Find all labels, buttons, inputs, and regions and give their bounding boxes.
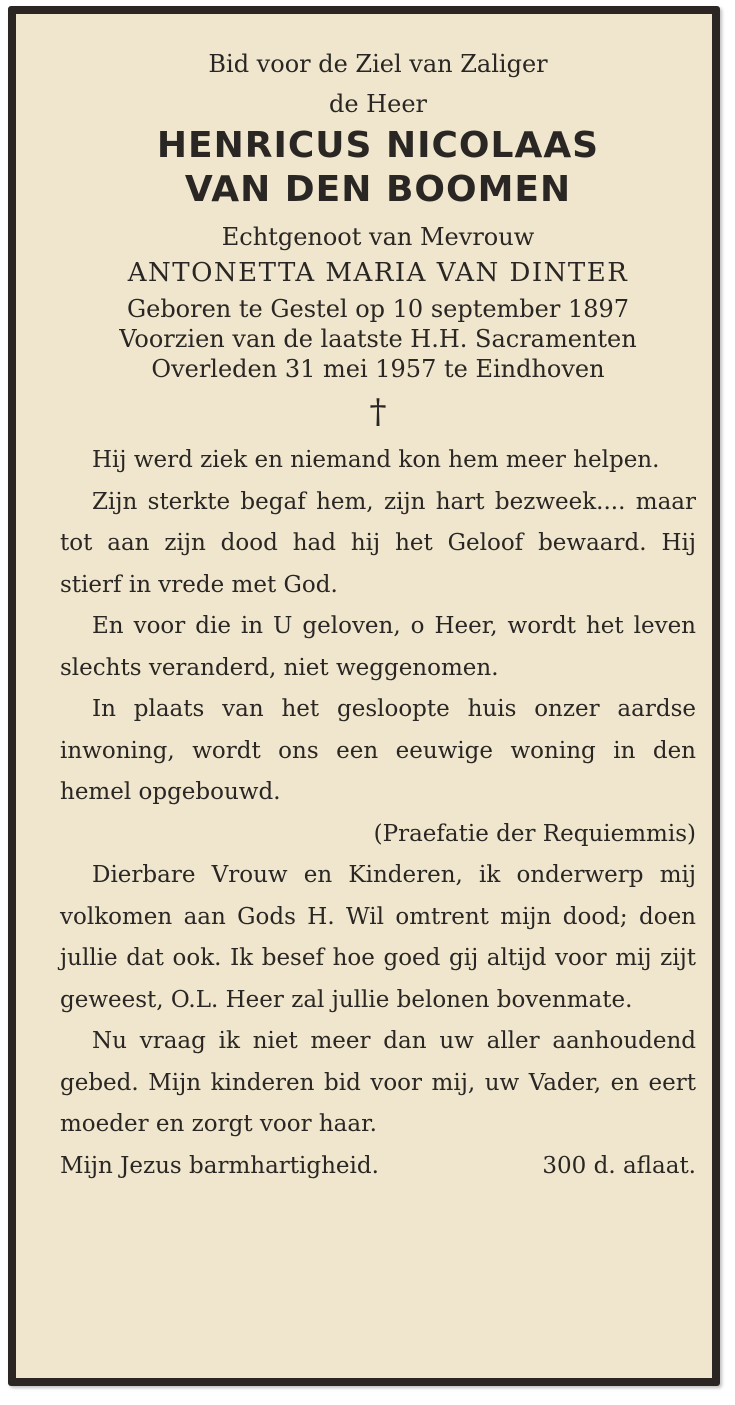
prayer-heading: Bid voor de Ziel van Zaliger (208, 50, 548, 78)
paragraph: Nu vraag ik niet meer dan uw aller aanhoudend gebed. Mijn kinderen bid voor mij, uw Vader, en eert moeder en zorgt voor haar. (60, 1028, 696, 1137)
closing-prayer: Mijn Jezus barmhartigheid. (60, 1152, 379, 1179)
paragraph: Hij werd ziek en niemand kon hem meer helpen. (92, 447, 660, 473)
closing-line (60, 1146, 696, 1188)
birth-line: Geboren te Gestel op 10 september 1897 (126, 295, 630, 323)
source-citation: (Praefatie der Requiemmis) (373, 820, 696, 847)
spouse-name: ANTONETTA MARIA VAN DINTER (127, 258, 629, 288)
deceased-name-line2: VAN DEN BOOMEN (184, 169, 572, 210)
paragraph: Dierbare Vrouw en Kinderen, ik onderwerp mij volkomen aan Gods H. Wil omtrent mijn dood; doen jullie dat ook. Ik besef hoe goed gij altijd voor mij zijt geweest, O.L. Heer zal jullie belonen bovenmate. (60, 862, 696, 1013)
spouse-intro: Echtgenoot van Mevrouw (221, 223, 535, 251)
death-line: Overleden 31 mei 1957 te Eindhoven (151, 355, 605, 383)
cross-icon: † (369, 392, 387, 432)
deceased-name-line1: HENRICUS NICOLAAS (156, 125, 600, 166)
paragraph: En voor die in U geloven, o Heer, wordt het leven slechts veranderd, niet weggenomen. (60, 613, 696, 681)
paragraph: Zijn sterkte begaf hem, zijn hart bezweek.... maar tot aan zijn dood had hij het Geloof bewaard. Hij stierf in vrede met God. (60, 488, 696, 598)
sacraments-line: Voorzien van de laatste H.H. Sacramenten (119, 325, 637, 353)
title-line: de Heer (328, 90, 427, 118)
card-content (60, 44, 696, 1187)
memorial-card (8, 6, 720, 1386)
indulgence-note: 300 d. aflaat. (542, 1152, 696, 1179)
paragraph: In plaats van het gesloopte huis onzer aardse inwoning, wordt ons een eeuwige woning in den hemel opgebouwd. (60, 696, 696, 805)
